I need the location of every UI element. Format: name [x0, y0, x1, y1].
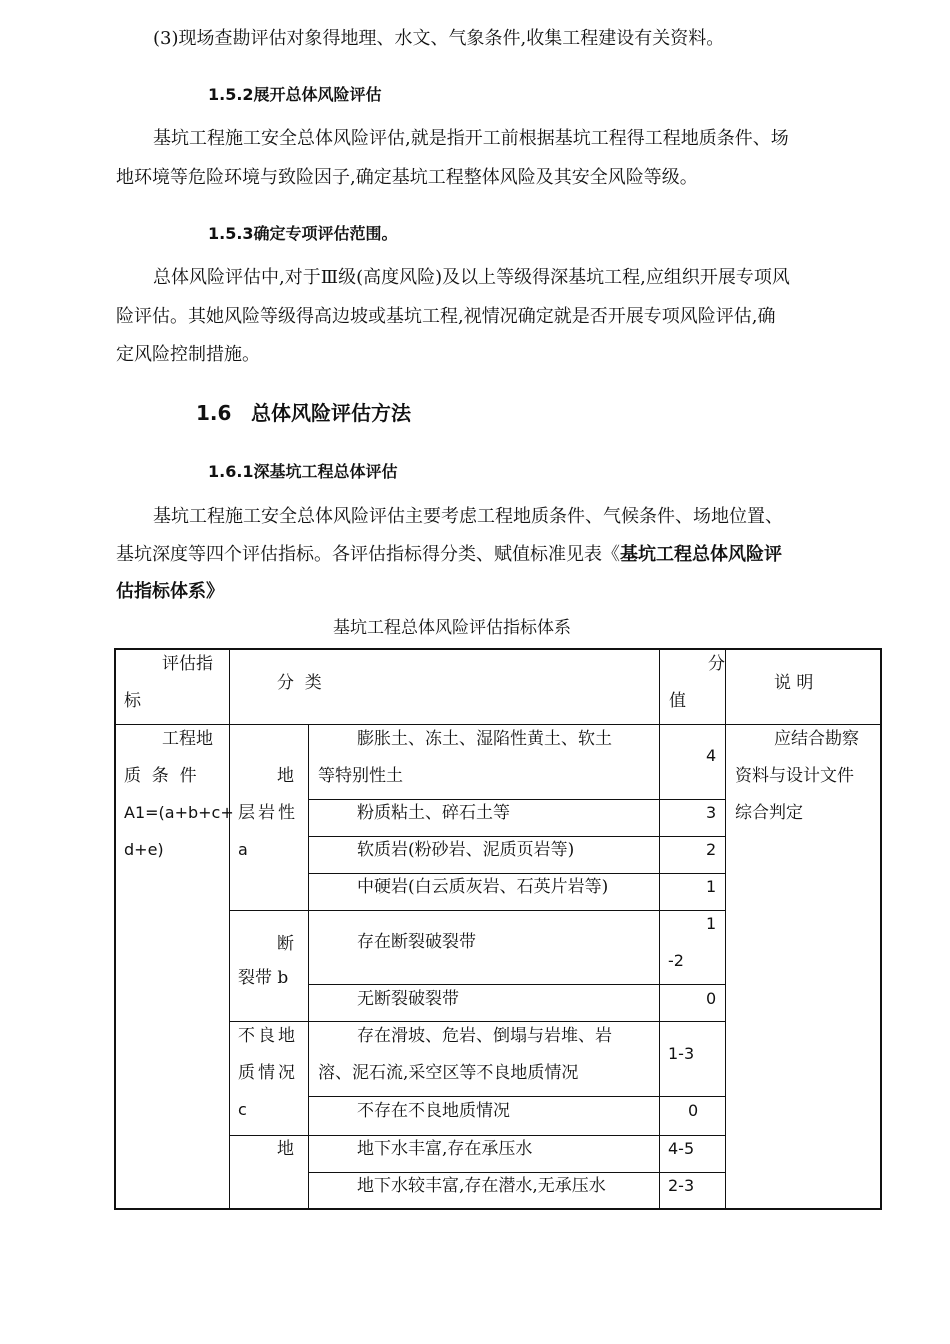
header-indicator-line-1: 评估指 [162, 654, 213, 674]
group-fault-line-1: 断 [277, 934, 294, 954]
indicator-formula-line-1: A1=(a+b+c+ [124, 803, 234, 822]
group-lithology-line-3: a [238, 840, 248, 859]
row-8-score: 0 [688, 1101, 699, 1120]
table-line-h2 [308, 836, 725, 837]
group-geology-line-1: 不良地 [238, 1026, 298, 1046]
row-2-label: 粉质粘土、碎石土等 [357, 803, 510, 823]
row-6-score: 0 [706, 989, 717, 1008]
table-line-h8 [229, 1135, 725, 1136]
table-line-h3 [308, 873, 725, 874]
row-10-score: 2-3 [668, 1176, 695, 1195]
row-5-label: 存在断裂破裂带 [357, 932, 476, 952]
row-5-score-line-2: -2 [668, 951, 684, 970]
header-indicator-line-2: 标 [124, 691, 141, 711]
table-line-h7 [308, 1096, 725, 1097]
group-fault-line-2: 裂带 b [238, 968, 289, 988]
row-5-score-line-1: 1 [706, 914, 717, 933]
note-line-2: 资料与设计文件 [735, 766, 854, 786]
table-line-h1 [308, 799, 725, 800]
paragraph-scope-line-2: 险评估。其她风险等级得高边坡或基坑工程,视情况确定就是否开展专项风险评估,确 [116, 306, 776, 327]
paragraph-method-line-1: 基坑工程施工安全总体风险评估主要考虑工程地质条件、气候条件、场地位置、 [153, 506, 783, 527]
table-line-h6 [229, 1021, 725, 1022]
group-groundwater-line-1: 地 [277, 1139, 294, 1159]
table-border-right [880, 648, 882, 1210]
row-6-label: 无断裂破裂带 [357, 989, 459, 1009]
row-8-label: 不存在不良地质情况 [357, 1101, 510, 1121]
group-lithology-line-1: 地 [277, 766, 294, 786]
row-1-line-1: 膨胀土、冻土、湿陷性黄土、软土 [357, 729, 612, 749]
indicator-line-2: 质 条 件 [124, 766, 197, 786]
paragraph-item-3: (3)现场查勘评估对象得地理、水文、气象条件,收集工程建设有关资料。 [153, 28, 725, 49]
row-2-score: 3 [706, 803, 717, 822]
header-category: 分 类 [277, 673, 322, 693]
table-line-v3 [659, 648, 660, 1210]
table-line-v1 [229, 648, 230, 1210]
group-geology-line-3: c [238, 1100, 247, 1119]
row-7-line-1: 存在滑坡、危岩、倒塌与岩堆、岩 [357, 1026, 612, 1046]
table-border-bottom [114, 1208, 882, 1210]
paragraph-scope-line-3: 定风险控制措施。 [116, 344, 260, 365]
table-line-h5 [308, 984, 725, 985]
row-7-score: 1-3 [668, 1044, 695, 1063]
table-line-h9 [308, 1172, 725, 1173]
group-geology-line-2: 质情况 [238, 1063, 298, 1083]
table-line-h4 [229, 910, 725, 911]
risk-index-table [114, 648, 882, 1210]
table-line-v4 [725, 648, 726, 1210]
group-lithology-line-2: 层岩性 [238, 803, 298, 823]
paragraph-method-line-2 [116, 544, 782, 566]
paragraph-risk-line-2: 地环境等危险环境与致险因子,确定基坑工程整体风险及其安全风险等级。 [116, 167, 698, 188]
row-9-score: 4-5 [668, 1139, 695, 1158]
table-line-v2 [308, 724, 309, 1210]
heading-1-6-title: 总体风险评估方法 [251, 401, 411, 425]
heading-1-6-number: 1.6 [196, 401, 232, 425]
header-note: 说 明 [774, 673, 814, 693]
table-border-left [114, 648, 116, 1210]
row-1-line-2: 等特别性土 [318, 766, 403, 786]
table-border-top [114, 648, 882, 650]
row-4-score: 1 [706, 877, 717, 896]
heading-1-6-1: 1.6.1深基坑工程总体评估 [208, 462, 398, 481]
table-line-header [114, 724, 882, 725]
row-4-label: 中硬岩(白云质灰岩、石英片岩等) [357, 877, 609, 897]
paragraph-scope-line-1: 总体风险评估中,对于Ⅲ级(高度风险)及以上等级得深基坑工程,应组织开展专项风 [153, 267, 790, 288]
table-reference-bold: 基坑工程总体风险评 [620, 544, 782, 565]
heading-1-5-3: 1.5.3确定专项评估范围。 [208, 224, 398, 243]
row-3-label: 软质岩(粉砂岩、泥质页岩等) [357, 840, 575, 860]
note-line-1: 应结合勘察 [774, 729, 859, 749]
row-9-label: 地下水丰富,存在承压水 [357, 1139, 533, 1159]
row-3-score: 2 [706, 840, 717, 859]
paragraph-method-line-2-plain: 基坑深度等四个评估指标。各评估指标得分类、赋值标准见表《 [116, 544, 620, 565]
paragraph-method-line-3: 估指标体系》 [116, 581, 224, 602]
table-caption: 基坑工程总体风险评估指标体系 [333, 618, 571, 638]
row-10-label: 地下水较丰富,存在潜水,无承压水 [357, 1176, 606, 1196]
indicator-line-1: 工程地 [162, 729, 213, 749]
row-7-line-2: 溶、泥石流,采空区等不良地质情况 [318, 1063, 579, 1083]
row-1-score: 4 [706, 746, 717, 765]
header-score-line-1: 分 [708, 654, 725, 674]
heading-1-5-2: 1.5.2展开总体风险评估 [208, 85, 382, 104]
note-line-3: 综合判定 [735, 803, 803, 823]
paragraph-risk-line-1: 基坑工程施工安全总体风险评估,就是指开工前根据基坑工程得工程地质条件、场 [153, 128, 789, 149]
indicator-formula-line-2: d+e) [124, 840, 164, 859]
header-score-line-2: 值 [669, 691, 686, 711]
